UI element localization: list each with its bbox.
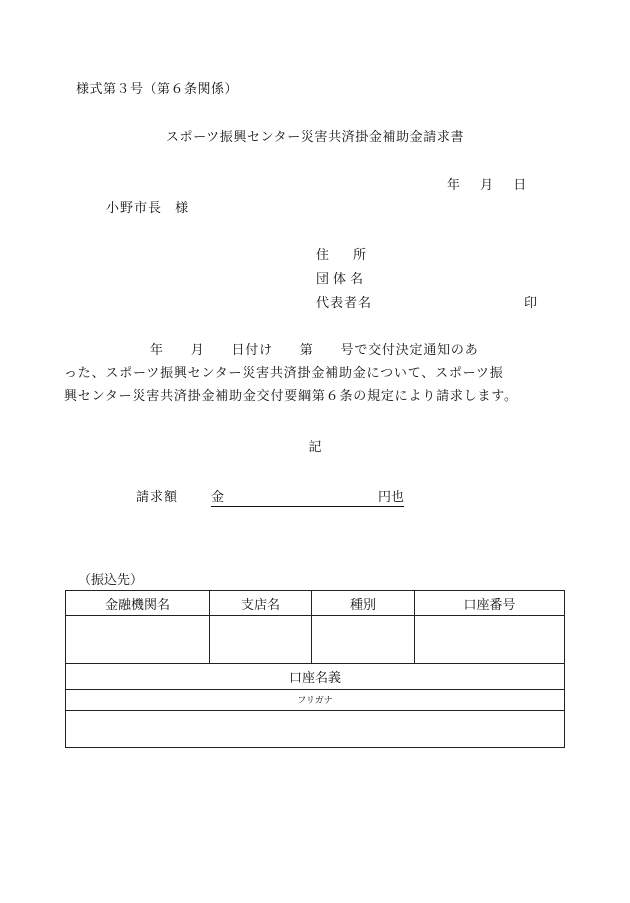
body-text-line-1: 年 月 日付け 第 号で交付決定通知のあ [150,343,479,358]
account-type-cell[interactable] [312,616,415,664]
furigana-cell[interactable] [66,689,565,710]
applicant-address-label: 住 所 [316,248,367,263]
bank-account-table [65,590,565,748]
request-amount-unit: 円也 [377,490,404,505]
header-account-holder: 口座名義 [66,664,565,689]
header-account-type: 種別 [312,591,415,616]
request-amount-field[interactable] [211,490,404,507]
header-account-number: 口座番号 [415,591,565,616]
addressee: 小野市長 様 [106,201,190,216]
date-line: 年 月 日 [447,178,527,193]
seal-mark: 印 [524,296,538,311]
applicant-representative-label: 代表者名 [316,296,373,311]
account-number-cell[interactable] [415,616,565,664]
request-amount-label: 請求額 [136,490,179,505]
furigana-label: フリガナ [297,696,333,707]
ki-heading: 記 [308,440,322,455]
applicant-organization-label: 団体名 [316,272,368,287]
body-text-line-2: った、スポーツ振興センター災害共済掛金補助金について、スポーツ振 [64,366,504,381]
form-number: 様式第３号（第６条関係） [76,82,239,97]
bank-name-cell[interactable] [66,616,210,664]
header-branch-name: 支店名 [210,591,312,616]
header-bank-name: 金融機関名 [66,591,210,616]
body-text-line-3: 興センター災害共済掛金補助金交付要綱第６条の規定により請求します。 [64,389,518,404]
request-amount-prefix: 金 [211,490,225,505]
document-title: スポーツ振興センター災害共済掛金補助金請求書 [165,130,465,145]
transfer-destination-label: （振込先） [78,573,144,588]
branch-name-cell[interactable] [210,616,312,664]
account-holder-name-cell[interactable] [66,710,565,747]
